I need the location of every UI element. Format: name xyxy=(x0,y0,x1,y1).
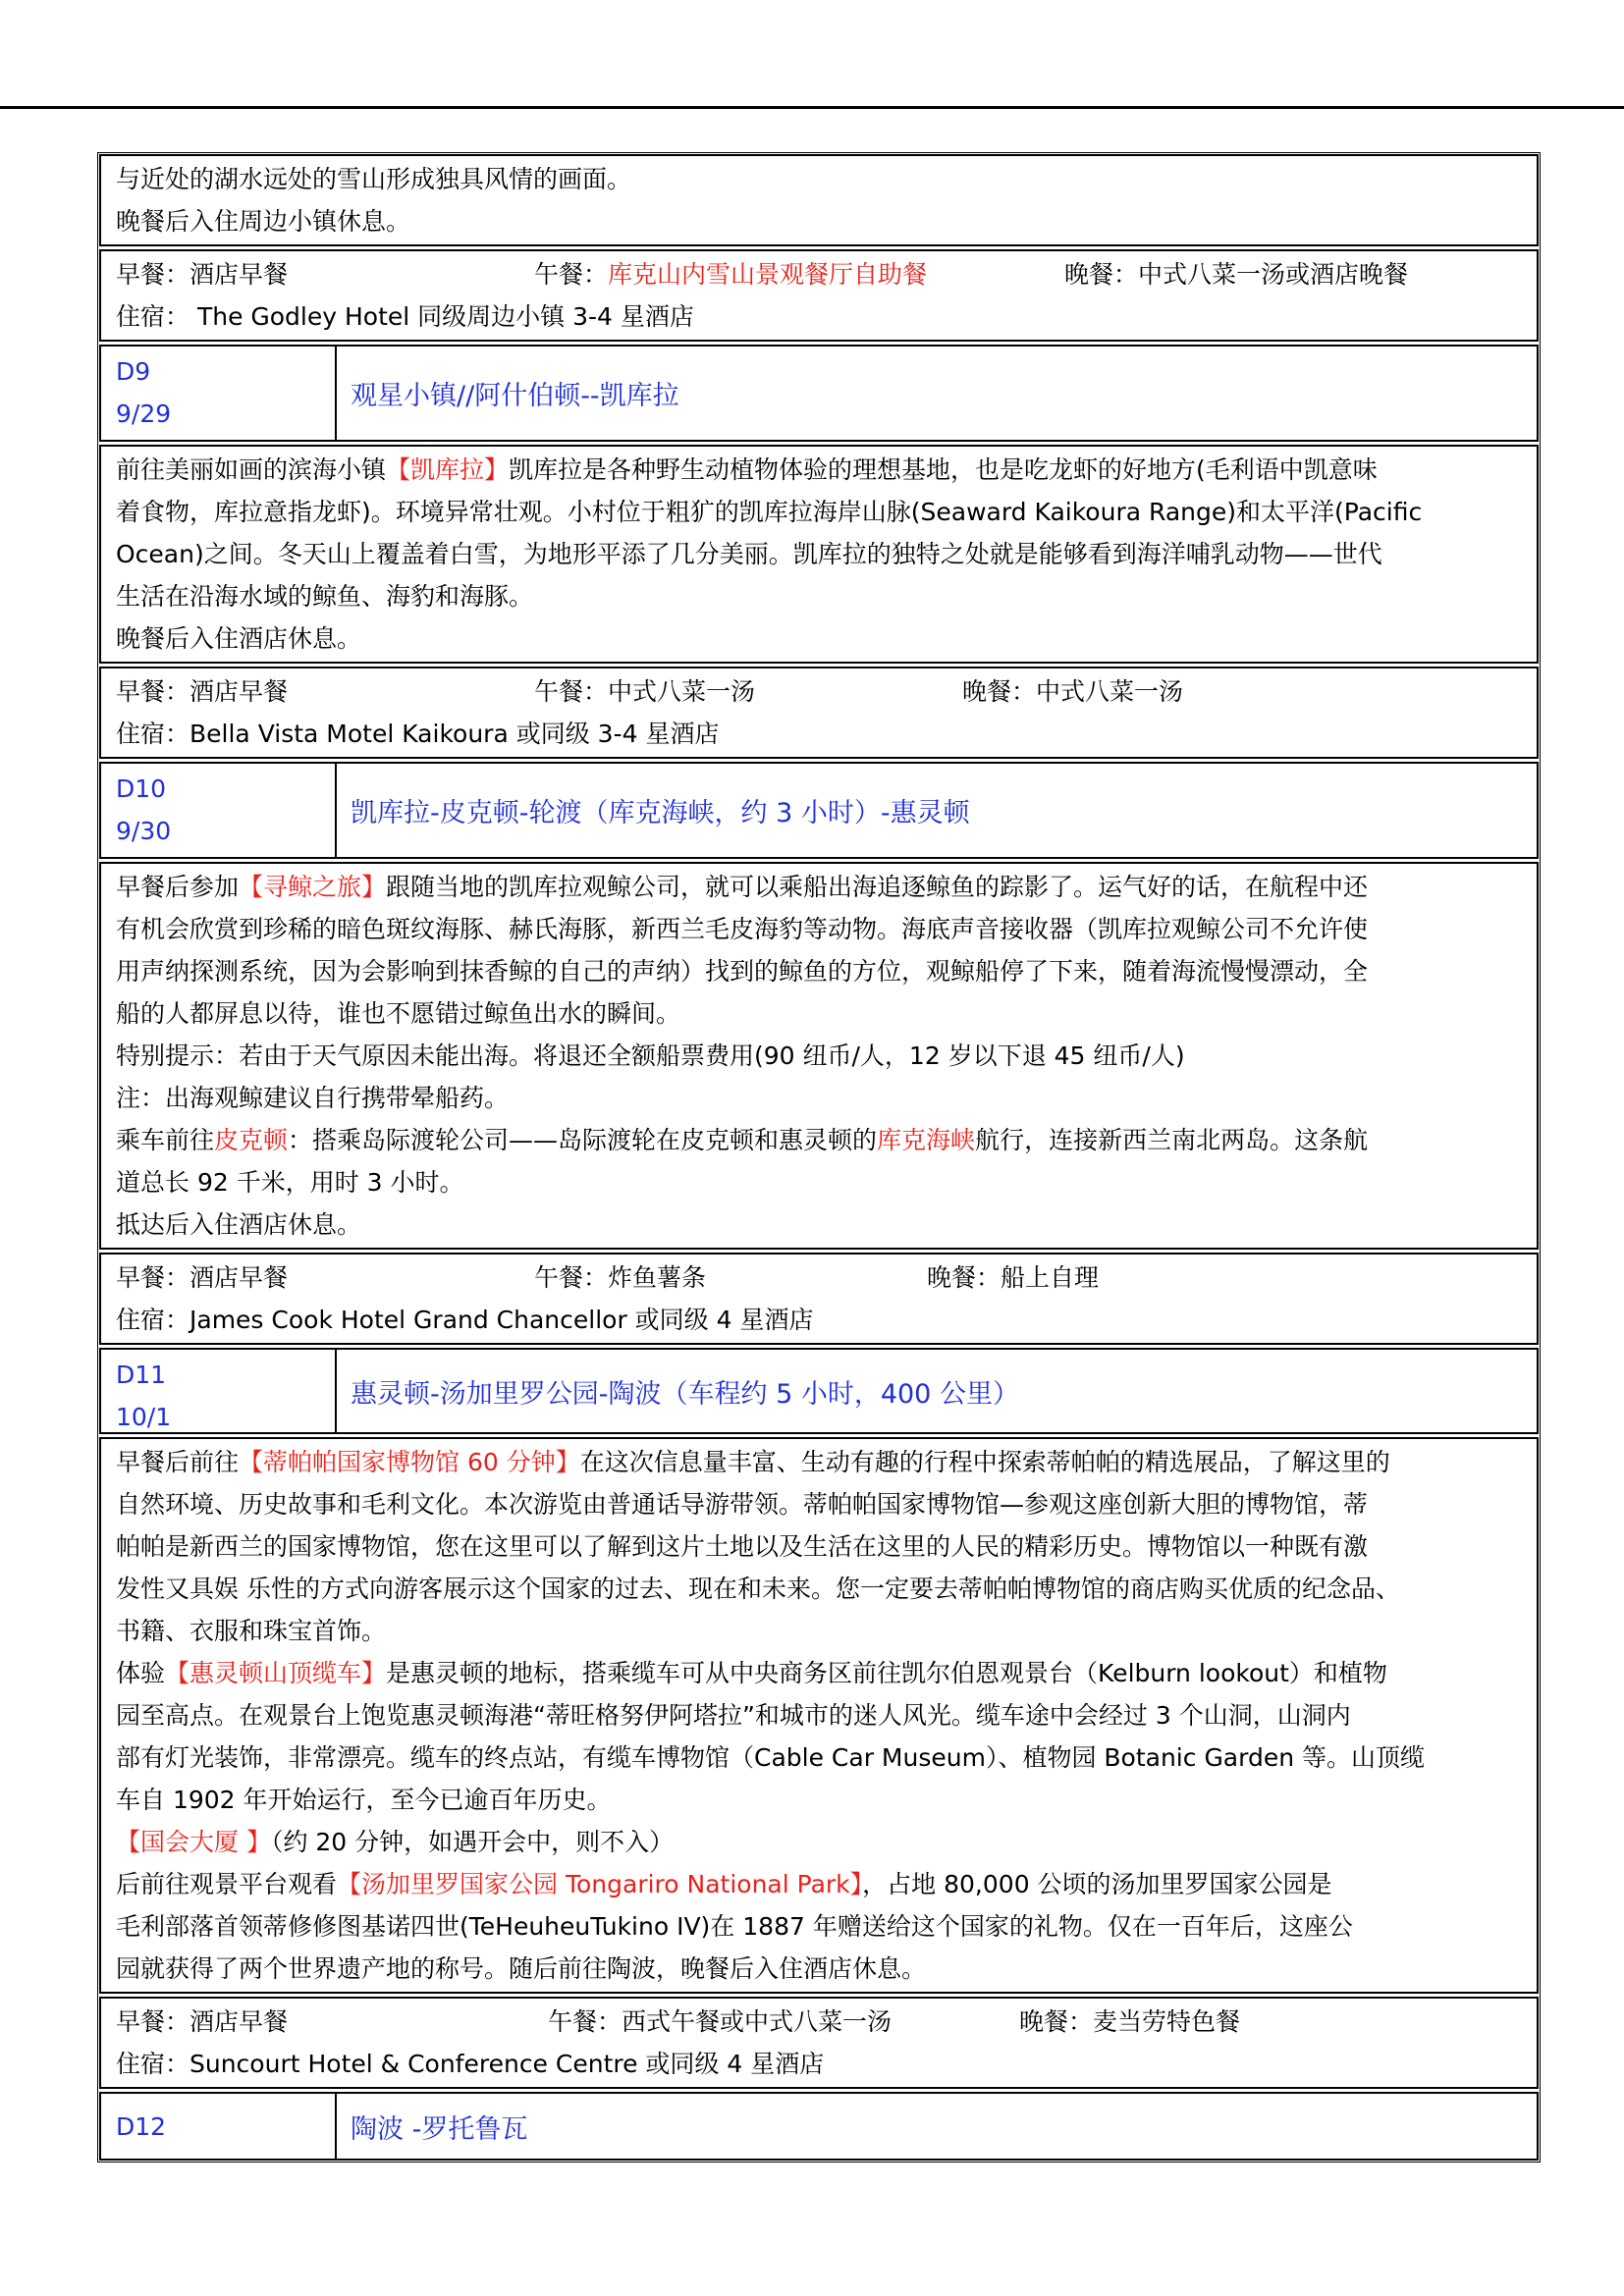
text-line: 园就获得了两个世界遗产地的称号。随后前往陶波，晚餐后入住酒店休息。 xyxy=(116,1954,927,1983)
text-line xyxy=(116,200,1526,242)
day-date: 9/29 xyxy=(116,400,172,428)
lunch-label: 午餐：库克山内雪山景观餐厅自助餐 xyxy=(534,260,928,289)
special-notice: 特别提示：若由于天气原因未能出海。将退还全额船票费用(90 纽币/人，12 岁以下退 45 纽币/人) xyxy=(116,1041,1185,1070)
dinner-label: 晚餐：中式八菜一汤或酒店晚餐 xyxy=(1064,260,1409,289)
lodging-label: 住宿：James Cook Hotel Grand Chancellor 或同级 4 星酒店 xyxy=(116,1306,814,1334)
text-line: 早餐后参加【寻鲸之旅】跟随当地的凯库拉观鲸公司，就可以乘船出海追逐鲸鱼的踪影了。运气好的话，在航程中还 xyxy=(116,873,1369,901)
text-line: 自然环境、历史故事和毛利文化。本次游览由普通话导游带领。蒂帕帕国家博物馆—参观这座创新大胆的博物馆，蒂 xyxy=(116,1490,1369,1519)
text-line: Ocean)之间。冬天山上覆盖着白雪，为地形平添了几分美丽。凯库拉的独特之处就是能够看到海洋哺乳动物——世代 xyxy=(116,540,1382,568)
text-line: 晚餐后入住酒店休息。 xyxy=(116,624,362,653)
highlight-text: 【惠灵顿山顶缆车】 xyxy=(165,1659,387,1687)
day-route-title: 观星小镇//阿什伯顿--凯库拉 xyxy=(351,381,679,411)
text-line: 着食物，库拉意指龙虾)。环境异常壮观。小村位于粗犷的凯库拉海岸山脉(Seaward Kaikoura Range)和太平洋(Pacific xyxy=(116,498,1423,526)
day-number: D9 xyxy=(116,357,151,386)
day-route-title: 凯库拉-皮克顿-轮渡（库克海峡，约 3 小时）-惠灵顿 xyxy=(351,798,970,828)
page-header-rule xyxy=(0,106,1624,109)
text-line: 用声纳探测系统，因为会影响到抹香鲸的自己的声纳）找到的鲸鱼的方位，观鲸船停了下来，随着海流慢慢漂动，全 xyxy=(116,957,1369,986)
day-date-cell xyxy=(101,2094,337,2159)
meals-lodging-row xyxy=(99,1253,1539,1345)
lunch-label: 午餐：中式八菜一汤 xyxy=(534,677,756,706)
highlight-text: 库克海峡 xyxy=(877,1126,976,1154)
lodging-label: 住宿： The Godley Hotel 同级周边小镇 3-4 星酒店 xyxy=(116,302,694,331)
day-date-cell xyxy=(101,347,337,440)
day-route-title: 惠灵顿-汤加里罗公园-陶波（车程约 5 小时，400 公里） xyxy=(351,1378,1019,1410)
text-line: 帕帕是新西兰的国家博物馆，您在这里可以了解到这片土地以及生活在这里的人民的精彩历史。博物馆以一种既有激 xyxy=(116,1532,1369,1561)
breakfast-label: 早餐：酒店早餐 xyxy=(116,2007,289,2036)
text-line: 前往美丽如画的滨海小镇【凯库拉】凯库拉是各种野生动植物体验的理想基地，也是吃龙虾的好地方(毛利语中凯意味 xyxy=(116,455,1378,484)
text-line: 有机会欣赏到珍稀的暗色斑纹海豚、赫氏海豚，新西兰毛皮海豹等动物。海底声音接收器（凯库拉观鲸公司不允许使 xyxy=(116,915,1369,943)
text-line: 园至高点。在观景台上饱览惠灵顿海港“蒂旺格努伊阿塔拉”和城市的迷人风光。缆车途中会经过 3 个山洞，山洞内 xyxy=(116,1701,1351,1730)
description-cell xyxy=(101,447,1537,662)
day-date-cell xyxy=(101,1350,337,1432)
highlight-text: 皮克顿 xyxy=(214,1126,289,1154)
text-line: 书籍、衣服和珠宝首饰。 xyxy=(116,1617,387,1645)
dinner-label: 晚餐：中式八菜一汤 xyxy=(962,677,1184,706)
itinerary-description-row xyxy=(99,862,1539,1250)
text-segment: 与近处的湖水远处的雪山形成独具风情的画面。 xyxy=(116,165,632,193)
breakfast-label: 早餐：酒店早餐 xyxy=(116,677,289,706)
highlight-text: 库克山内雪山景观餐厅自助餐 xyxy=(608,260,928,289)
highlight-text: 【国会大厦 】 xyxy=(116,1828,271,1856)
description-cell xyxy=(101,1439,1537,1992)
meals-line xyxy=(116,1256,1526,1299)
meals-lodging-row xyxy=(99,249,1539,342)
day-number: D12 xyxy=(116,2111,167,2141)
text-line: 部有灯光装饰，非常漂亮。缆车的终点站，有缆车博物馆（Cable Car Museum）、植物园 Botanic Garden 等。山顶缆 xyxy=(116,1743,1426,1772)
itinerary-table xyxy=(97,152,1541,2163)
itinerary-description-row xyxy=(99,445,1539,664)
description-cell xyxy=(101,156,1537,244)
text-line: 船的人都屏息以待，谁也不愿错过鲸鱼出水的瞬间。 xyxy=(116,999,681,1028)
dinner-label: 晚餐：麦当劳特色餐 xyxy=(1019,2007,1241,2036)
lodging-label: 住宿：Bella Vista Motel Kaikoura 或同级 3-4 星酒店 xyxy=(116,720,720,748)
day-date: 9/30 xyxy=(116,817,172,845)
lodging-label: 住宿：Suncourt Hotel & Conference Centre 或同级 4 星酒店 xyxy=(116,2050,825,2078)
meals-line xyxy=(116,253,1526,295)
itinerary-description-row xyxy=(99,1437,1539,1994)
text-line: 乘车前往皮克顿：搭乘岛际渡轮公司——岛际渡轮在皮克顿和惠灵顿的库克海峡航行，连接新西兰南北两岛。这条航 xyxy=(116,1126,1369,1154)
day-header-row-d10 xyxy=(99,762,1539,859)
highlight-text: 【寻鲸之旅】 xyxy=(239,873,387,901)
highlight-text: 【蒂帕帕国家博物馆 60 分钟】 xyxy=(239,1448,580,1476)
meals-lodging-row xyxy=(99,1997,1539,2089)
day-header-row-d12 xyxy=(99,2092,1539,2161)
day-date: 10/1 xyxy=(116,1403,172,1431)
lunch-label: 午餐：西式午餐或中式八菜一汤 xyxy=(548,2007,893,2036)
text-line: 车自 1902 年开始运行，至今已逾百年历史。 xyxy=(116,1786,612,1814)
meals-cell xyxy=(101,1999,1537,2087)
text-line: 体验【惠灵顿山顶缆车】是惠灵顿的地标，搭乘缆车可从中央商务区前往凯尔伯恩观景台（Kelburn lookout）和植物 xyxy=(116,1659,1387,1687)
day-date-cell xyxy=(101,764,337,857)
text-segment: 晚餐后入住周边小镇休息。 xyxy=(116,207,411,236)
meals-cell xyxy=(101,251,1537,340)
day-number: D10 xyxy=(116,774,167,803)
lunch-label: 午餐：炸鱼薯条 xyxy=(534,1263,707,1292)
text-line: 道总长 92 千米，用时 3 小时。 xyxy=(116,1168,464,1197)
text-line: 毛利部落首领蒂修修图基诺四世(TeHeuheuTukino IV)在 1887 年赠送给这个国家的礼物。仅在一百年后，这座公 xyxy=(116,1912,1353,1941)
text-line: 发性又具娱 乐性的方式向游客展示这个国家的过去、现在和未来。您一定要去蒂帕帕博物馆的商店购买优质的纪念品、 xyxy=(116,1575,1400,1603)
text-line: 后前往观景平台观看【汤加里罗国家公园 Tongariro National Park】，占地 80,000 公顷的汤加里罗国家公园是 xyxy=(116,1870,1332,1898)
dinner-label: 晚餐：船上自理 xyxy=(927,1263,1100,1292)
highlight-text: 【凯库拉】 xyxy=(386,455,510,484)
breakfast-label: 早餐：酒店早餐 xyxy=(116,1263,289,1292)
meals-cell xyxy=(101,1255,1537,1343)
meals-lodging-row xyxy=(99,667,1539,759)
meals-line xyxy=(116,670,1526,713)
text-line: 生活在沿海水域的鲸鱼、海豹和海豚。 xyxy=(116,582,534,611)
text-line: 早餐后前往【蒂帕帕国家博物馆 60 分钟】在这次信息量丰富、生动有趣的行程中探索蒂帕帕的精选展品，了解这里的 xyxy=(116,1448,1390,1476)
text-line xyxy=(116,158,1526,200)
note-line: 注：出海观鲸建议自行携带晕船药。 xyxy=(116,1084,510,1112)
meals-cell xyxy=(101,668,1537,757)
meals-line xyxy=(116,2001,1526,2043)
text-line: 【国会大厦 】（约 20 分钟，如遇开会中，则不入） xyxy=(116,1828,675,1856)
description-cell xyxy=(101,864,1537,1248)
day-route-title: 陶波 -罗托鲁瓦 xyxy=(351,2113,528,2145)
text-line: 抵达后入住酒店休息。 xyxy=(116,1210,362,1239)
highlight-text: 【汤加里罗国家公园 Tongariro National Park】 xyxy=(337,1870,863,1898)
day-number: D11 xyxy=(116,1361,167,1389)
itinerary-description-row xyxy=(99,154,1539,246)
day-header-row-d9 xyxy=(99,345,1539,442)
breakfast-label: 早餐：酒店早餐 xyxy=(116,260,289,289)
day-header-row-d11 xyxy=(99,1348,1539,1434)
